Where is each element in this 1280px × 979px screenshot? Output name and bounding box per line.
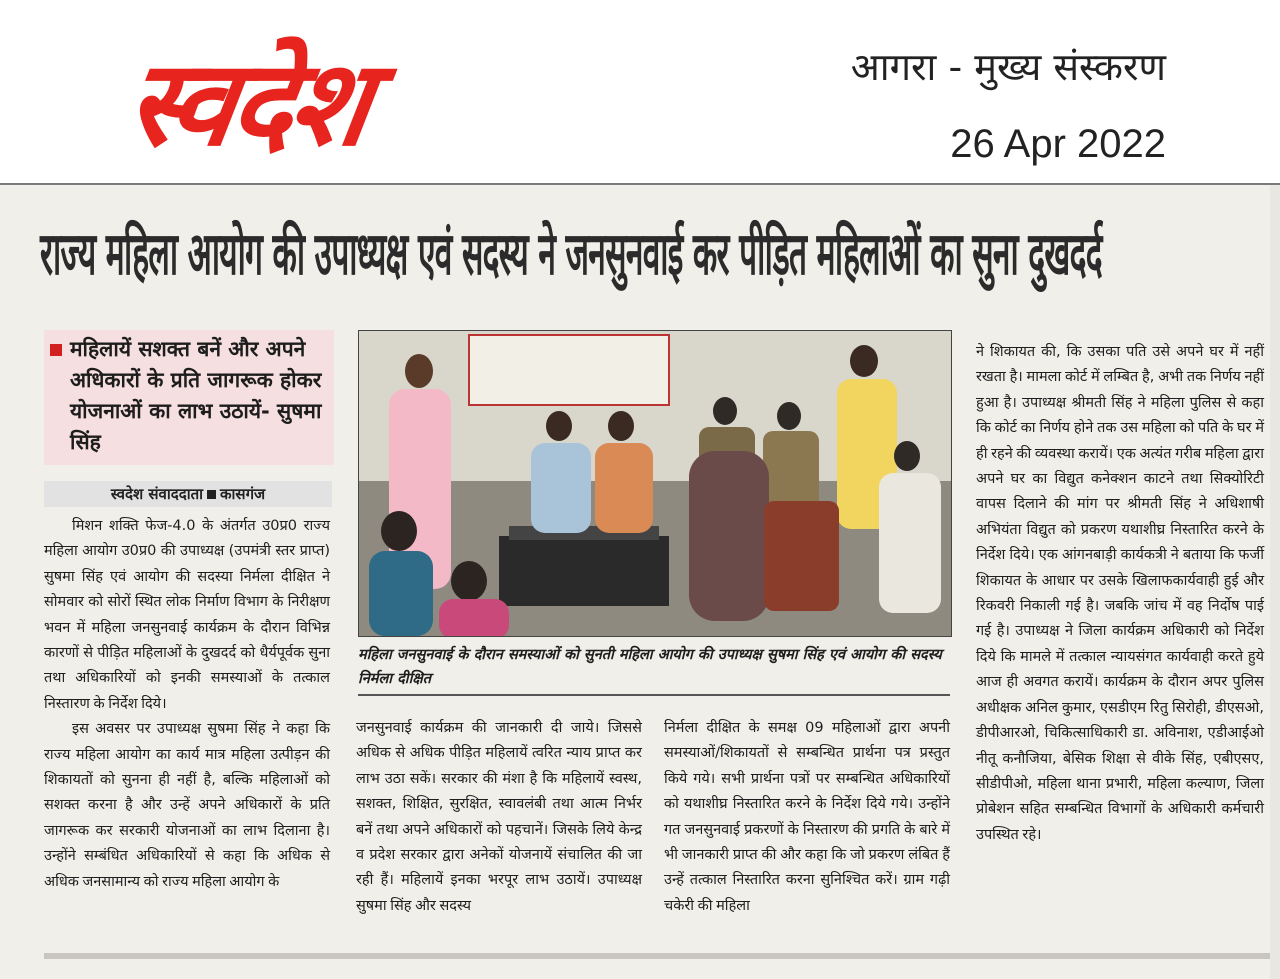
paragraph: मिशन शक्ति फेज-4.0 के अंतर्गत उ0प्र0 राज्य महिला आयोग उ0प्र0 की उपाध्यक्ष (उपमंत्री स्तर प्राप्त) सुषमा सिंह एवं आयोग की सदस्या निर्मला दीक्षित ने सोमवार को सोरों स्थित लोक निर्माण विभाग के निरीक्षण भवन में महिला जनसुनवाई कार्यक्रम के दौरान विभिन्न कारणों से पीड़ित महिलाओं के दुखदर्द को धैर्यपूर्वक सुना तथा अधिकारियों को इनकी समस्याओं के तत्काल निस्तारण के निर्देश दिये। <box>44 518 330 712</box>
caption-divider <box>358 694 950 696</box>
edition-label: आगरा - मुख्य संस्करण <box>850 45 1166 89</box>
column-3 <box>664 716 950 919</box>
square-bullet-icon <box>207 490 216 499</box>
paragraph: निर्मला दीक्षित के समक्ष 09 महिलाओं द्वारा अपनी समस्याओं/शिकायतों से सम्बन्धित प्रार्थना पत्र प्रस्तुत किये गये। सभी प्रार्थना पत्रों पर सम्बन्धित अधिकारियों को यथाशीघ्र निस्तारित करने के निर्देश दिये गये। उन्होंने गत जनसुनवाई प्रकरणों के निस्तारण की प्रगति के बारे में भी जानकारी प्राप्त की और कहा कि जो प्रकरण लंबित हैं उन्हें तत्काल निस्तारित करना सुनिश्चित करें। ग्राम गढ़ी चकेरी की महिला <box>664 720 950 914</box>
byline <box>44 481 332 507</box>
masthead <box>0 0 1280 184</box>
newspaper-logo: स्वदेश <box>118 34 377 172</box>
square-bullet-icon <box>50 344 62 356</box>
byline-place: कासगंज <box>220 485 266 503</box>
adjacent-column-edge <box>1270 185 1280 979</box>
issue-date: 26 Apr 2022 <box>950 122 1166 166</box>
column-2 <box>356 716 642 919</box>
article-deck: महिलायें सशक्त बनें और अपने अधिकारों के प्रति जागरूक होकर योजनाओं का लाभ उठायें- सुषमा सिंह <box>70 337 322 454</box>
paragraph: जनसुनवाई कार्यक्रम की जानकारी दी जाये। जिससे अधिक से अधिक पीड़ित महिलायें त्वरित न्याय प्राप्त कर लाभ उठा सकें। सरकार की मंशा है कि महिलायें स्वस्थ, सशक्त, शिक्षित, सुरक्षित, स्वावलंबी तथा आत्म निर्भर बनें तथा अपने अधिकारों को पहचानें। जिसके लिये केन्द्र व प्रदेश सरकार द्वारा अनेकों योजनायें संचालित की जा रही हैं। महिलायें इनका भरपूर लाभ उठायें। उपाध्यक्ष सुषमा सिंह और सदस्य <box>356 720 642 914</box>
column-1 <box>44 514 330 895</box>
photo-caption: महिला जनसुनवाई के दौरान समस्याओं को सुनती महिला आयोग की उपाध्यक्ष सुषमा सिंह एवं आयोग की सदस्य निर्मला दीक्षित <box>358 647 942 687</box>
article-headline: राज्य महिला आयोग की उपाध्यक्ष एवं सदस्य ने जनसुनवाई कर पीड़ित महिलाओं का सुना दुखदर्द <box>40 219 1102 289</box>
paragraph: इस अवसर पर उपाध्यक्ष सुषमा सिंह ने कहा कि राज्य महिला आयोग का कार्य मात्र महिला उत्पीड़न की शिकायतों को सुनना ही नहीं है, बल्कि महिलाओं को सशक्त करना है और उन्हें अपने अधिकारों के प्रति जागरूक कर सरकारी योजनाओं का लाभ दिलाना है। उन्होंने सम्बंधित अधिकारियों से कहा कि अधिक से अधिक जनसामान्य को राज्य महिला आयोग के <box>44 721 330 890</box>
byline-reporter: स्वदेश संवाददाता <box>110 485 204 503</box>
paragraph: ने शिकायत की, कि उसका पति उसे अपने घर में नहीं रखता है। मामला कोर्ट में लम्बित है, अभी तक निर्णय नहीं हुआ है। उपाध्यक्ष श्रीमती सिंह ने महिला पुलिस से कहा कि कोर्ट का निर्णय होने तक उस महिला को पति के घर में ही रहने की व्यवस्था करायें। एक अत्यंत गरीब महिला द्वारा अपने घर का विद्युत कनेक्शन काटने तथा सिक्योरिटी वापस दिलाने की मांग पर श्रीमती सिंह ने अधिशाषी अभियंता विद्युत को प्रकरण यथाशीघ्र निस्तारित करने के निर्देश दिये। एक आंगनबाड़ी कार्यकत्री ने बताया कि फर्जी शिकायत के आधार पर उसके खिलाफकार्यवाही हुई और रिकवरी निकाली गई है। जबकि जांच में वह निर्दोष पाई गई है। उपाध्यक्ष ने जिला कार्यक्रम अधिकारी को निर्देश दिये कि मामले में तत्काल न्यायसंगत कार्यवाही करते हुये आज ही अवगत करायें। कार्यक्रम के दौरान अपर पुलिस अधीक्षक अनिल कुमार, एसडीएम रितु सिरोही, डीएसओ, डीपीआरओ, चिकित्साधिकारी डा. अविनाश, एडीआईओ नीतू कनौजिया, बेसिक शिक्षा से वीके सिंह, एबीएसए, सीडीपीओ, महिला थाना प्रभारी, महिला कल्याण, जिला प्रोबेशन सहित सम्बन्धित विभागों के अधिकारी कर्मचारी उपस्थित रहे। <box>976 344 1264 843</box>
meeting-photo-illustration <box>359 331 951 636</box>
news-photo <box>358 330 952 637</box>
page-bottom-bar <box>44 953 1270 959</box>
column-4 <box>976 340 1264 848</box>
